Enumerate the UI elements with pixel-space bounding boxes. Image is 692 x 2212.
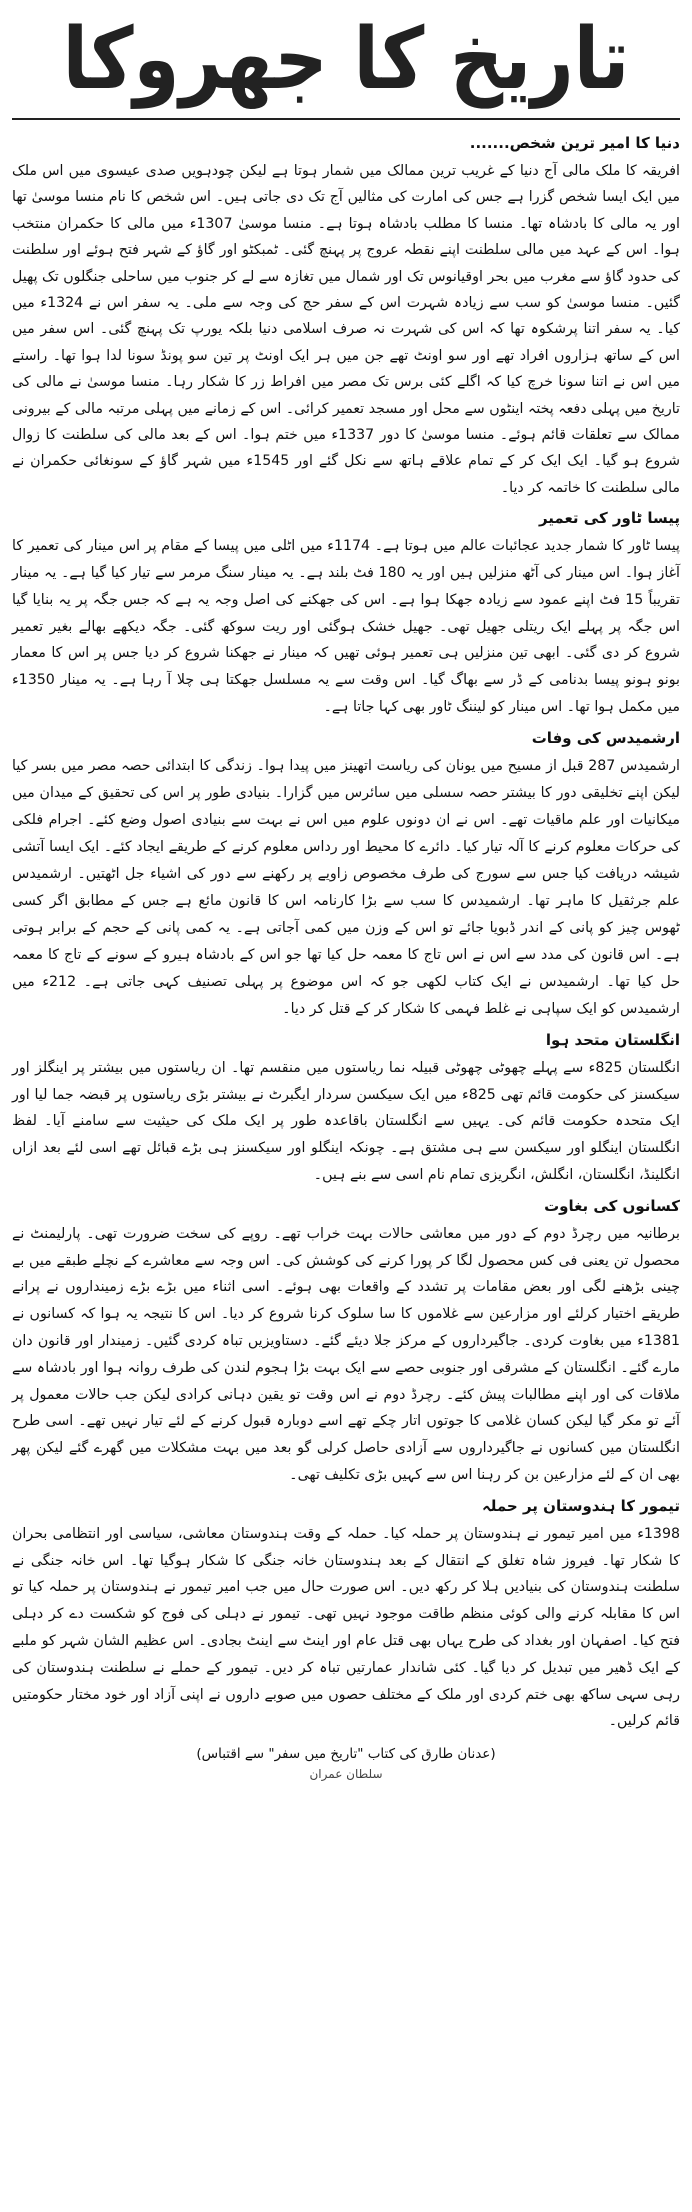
section-richest-man: [12, 132, 680, 501]
section-timur-invasion: [12, 1495, 680, 1735]
section-paragraph: افریقہ کا ملک مالی آج دنیا کے غریب ترین ممالک میں شمار ہوتا ہے لیکن چودہویں صدی عیسوی میں اس ملک میں ایک ایسا شخص گزرا ہے جس کی امارت کی مثالیں آج تک دی جاتی ہیں۔ اس شخص کا نام منسا موسیٰ تھا اور یہ مالی کا بادشاہ تھا۔ منسا کا مطلب بادشاہ ہوتا ہے۔ منسا موسیٰ 1307ء میں مالی کا حکمران منتخب ہوا۔ اس کے عہد میں مالی سلطنت اپنے نقطہ عروج پر پہنچ گئی۔ ٹمبکٹو اور گاؤ کے شہر فتح ہوئے اور سلطنت کی حدود گاؤ سے مغرب میں بحر اوقیانوس تک اور شمال میں تغازہ سے لے کر جنوب میں ساحلی جنگلوں تک پھیل گئیں۔ منسا موسیٰ کو سب سے زیادہ شہرت اس کے سفر حج کی وجہ سے ملی۔ یہ سفر اس نے 1324ء میں کیا۔ یہ سفر اتنا پرشکوہ تھا کہ اس کی شہرت نہ صرف اسلامی دنیا بلکہ یورپ تک پہنچ گئی۔ اس سفر میں اس کے ساتھ ہزاروں افراد تھے اور سو اونٹ تھے جن میں ہر ایک اونٹ پر تین سو پونڈ سونا لدا ہوا تھا۔ راستے میں اس نے اتنا سونا خرچ کیا کہ اگلے کئی برس تک مصر میں افراط زر کا شکار رہا۔ منسا موسیٰ نے مالی کی تاریخ میں پہلی دفعہ پختہ اینٹوں سے محل اور مسجد تعمیر کرائی۔ اس کے زمانے میں پہلی مرتبہ مالی کے بیرونی ممالک سے تعلقات قائم ہوئے۔ منسا موسیٰ کا دور 1337ء میں ختم ہوا۔ اس کے بعد مالی کی سلطنت کا زوال شروع ہو گیا۔ ایک ایک کر کے تمام علاقے ہاتھ سے نکل گئے اور 1545ء میں شہر گاؤ کے سونغائی حکمران نے مالی سلطنت کا خاتمہ کر دیا۔: [12, 163, 680, 496]
section-peasants-revolt: [12, 1195, 680, 1489]
section-paragraph: پیسا ٹاور کا شمار جدید عجائبات عالم میں ہوتا ہے۔ 1174ء میں اٹلی میں پیسا کے مقام پر اس مینار کی تعمیر کا آغاز ہوا۔ اس مینار کی آٹھ منزلیں ہیں اور یہ 180 فٹ بلند ہے۔ یہ مینار سنگ مرمر سے تیار کیا گیا ہے۔ یہ مینار تقریباً 15 فٹ اپنے عمود سے زیادہ جھکا ہوا ہے۔ اس کی جھکنے کی اصل وجہ یہ ہے کہ جس جگہ پر یہ بنایا گیا اس جگہ پر پہلے ایک ریتلی جھیل تھی۔ جھیل خشک ہوگئی اور ریت سوکھ گئی۔ جگہ دیکھے بھالے بغیر تعمیر شروع کر دی گئی۔ ابھی تین منزلیں ہی تعمیر ہوئی تھیں کہ مینار نے جھکنا شروع کر دیا جس پر اس کا معمار بونو ہونو پیسا بدنامی کے ڈر سے بھاگ گیا۔ اس وقت سے یہ مسلسل جھکتا ہی چلا آ رہا ہے۔ یہ مینار 1350ء میں مکمل ہوا تھا۔ اس مینار کو لیننگ ٹاور بھی کہا جاتا ہے۔: [12, 538, 681, 716]
section-paragraph: برطانیہ میں رچرڈ دوم کے دور میں معاشی حالات بہت خراب تھے۔ روپے کی سخت ضرورت تھی۔ پارلیمنٹ نے محصول تن یعنی فی کس محصول لگا کر پورا کرنے کی کوشش کی۔ اس وجہ سے معاشرے کے نچلے طبقے میں بے چینی بڑھنے لگی اور بعض مقامات پر تشدد کے واقعات بھی ہوئے۔ اسی اثناء میں بڑے بڑے زمینداروں نے پرانے طریقے اختیار کرلئے اور مزارعین سے غلاموں کا سا سلوک کرنا شروع کر دیا۔ اس کا نتیجہ یہ ہوا کہ کسانوں نے 1381ء میں بغاوت کردی۔ جاگیرداروں کے مرکز جلا دیئے گئے۔ دستاویزیں تباہ کردی گئیں۔ زمیندار اور قانون دان مارے گئے۔ انگلستان کے مشرقی اور جنوبی حصے سے ایک بہت بڑا ہجوم لندن کی طرف روانہ ہوا اور بادشاہ سے ملاقات کی اور اپنے مطالبات پیش کئے۔ رچرڈ دوم نے اس وقت تو یقین دہانی کرادی لیکن جب حالات معمول پر آئے تو مکر گیا لیکن کسان غلامی کا جوتوں اتار چکے تھے اسے دوبارہ قبول کرنے کے لئے تیار نہیں تھے۔ اسی طرح انگلستان میں کسانوں نے جاگیرداروں سے آزادی حاصل کرلی گو بعد میں بہت مشکلات میں گھرے گئے لیکن پھر بھی ان کے لئے مزارعین بن کر رہنا اس سے کہیں بڑی تکلیف تھی۔: [12, 1225, 680, 1484]
section-heading: ارشمیدس کی وفات: [531, 728, 680, 747]
masthead: [12, 0, 680, 120]
section-archimedes: [12, 727, 680, 1023]
section-pisa-tower: [12, 507, 680, 721]
author-signature: سلطان عمران: [309, 1767, 383, 1782]
section-england-united: [12, 1029, 680, 1189]
section-heading: کسانوں کی بغاوت: [544, 1196, 680, 1215]
section-paragraph: 1398ء میں امیر تیمور نے ہندوستان پر حملہ کیا۔ حملہ کے وقت ہندوستان معاشی، سیاسی اور انتظامی بحران کا شکار تھا۔ فیروز شاہ تغلق کے انتقال کے بعد ہندوستان خانہ جنگی کا شکار ہوگیا تھا۔ اس خانہ جنگی نے سلطنت ہندوستان کی بنیادیں ہلا کر رکھ دیں۔ اس صورت حال میں جب امیر تیمور نے ہندوستان پر حملہ کیا تو اس کا مقابلہ کرنے والی کوئی منظم طاقت موجود نہیں تھی۔ تیمور نے دہلی کی فوج کو شکست دے کر دہلی فتح کیا۔ اصفہان اور بغداد کی طرح یہاں بھی قتل عام اور اینٹ سے اینٹ بجادی۔ اس عظیم الشان شہر کو ملبے کے ایک ڈھیر میں تبدیل کر دیا گیا۔ کئی شاندار عمارتیں تباہ کر دیں۔ تیمور کے حملے نے سلطنت ہندوستان کی رہی سہی ساکھ بھی ختم کردی اور ملک کے مختلف حصوں میں صوبے داروں نے اپنی آزاد اور خود مختار حکومتیں قائم کرلیں۔: [12, 1525, 680, 1730]
article-body: [8, 120, 684, 1781]
section-paragraph: ارشمیدس 287 قبل از مسیح میں یونان کی ریاست اتھینز میں پیدا ہوا۔ زندگی کا ابتدائی حصہ مصر میں بسر کیا لیکن اپنے تخلیقی دور کا بیشتر حصہ سسلی میں سائرس میں گزارا۔ بنیادی طور پر اس کی تحقیق کے میدان میں میکانیات اور علم ماقیات تھے۔ اس نے ان دونوں علوم میں اس نے بہت سے بنیادی اصول وضع کئے۔ اجرام فلکی کی حرکات معلوم کرنے کا آلہ تیار کیا۔ دائرے کا محیط اور رداس معلوم کرنے کے طریقے ایجاد کئے۔ ایک ایسا آتشی شیشہ دریافت کیا جس سے سورج کی طرف مخصوص زاویے پر رکھنے سے دور کی اشیاء جل اٹھتیں۔ ارشمیدس علم جرثقیل کا ماہر تھا۔ ارشمیدس کا سب سے بڑا کارنامہ اس کا قانون مائع ہے جس کے مطابق اگر کسی ٹھوس چیز کو پانی کے اندر ڈبویا جائے تو اس کے وزن میں کمی آجاتی ہے۔ یہ کمی پانی کے حجم کے برابر ہوتی ہے۔ اس قانون کی مدد سے اس نے اس تاج کا معمہ حل کیا تھا جو اس کے بادشاہ ہیرو کے سونے کے تاج کا معمہ حل کیا تھا۔ ارشمیدس نے ایک کتاب لکھی جو کہ اس موضوع پر پہلی تصنیف کہی جاتی ہے۔ 212ء میں ارشمیدس کو ایک سپاہی نے غلط فہمی کا شکار کر کے قتل کر دیا۔: [12, 757, 680, 1017]
section-heading: پیسا ٹاور کی تعمیر: [538, 509, 680, 528]
section-heading: انگلستان متحد ہوا: [545, 1030, 680, 1049]
section-paragraph: انگلستان 825ء سے پہلے چھوٹی چھوٹی قبیلہ نما ریاستوں میں منقسم تھا۔ ان ریاستوں میں بیشتر پر اینگلز اور سیکسنز کی حکومت قائم تھی 825ء میں ایک سیکسن سردار ایگبرٹ نے بیشتر بڑی ریاستوں پر قبضہ جما لیا اور ایک متحدہ حکومت قائم کی۔ یہیں سے انگلستان باقاعدہ طور پر ایک ملک کی حیثیت سے سامنے آیا۔ لفظ انگلستان اینگلو اور سیکسن سے ہی مشتق ہے۔ چونکہ اینگلو اور سیکسنز ہی بڑے قبائل تھے اسی لئے بعد ازاں انگلینڈ، انگلستان، انگلش، انگریزی تمام نام اسی سے بنے ہیں۔: [12, 1059, 680, 1184]
section-heading: تیمور کا ہندوستان پر حملہ: [481, 1496, 680, 1515]
section-heading: دنیا کا امیر ترین شخص.......: [469, 134, 680, 152]
source-credit: (عدنان طارق کی کتاب "تاریخ میں سفر" سے اقتباس): [196, 1746, 496, 1763]
page-title: تاریخ کا جھروکا: [62, 9, 630, 109]
